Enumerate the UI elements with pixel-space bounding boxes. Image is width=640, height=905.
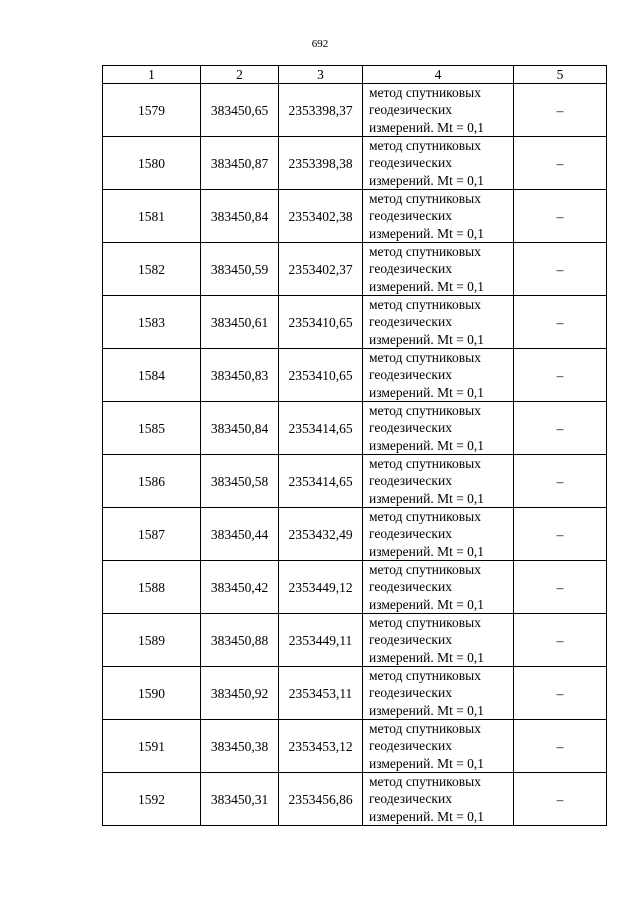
- y-coordinate-cell: 2353398,37: [279, 84, 363, 137]
- method-cell: [363, 667, 514, 720]
- method-cell: [363, 84, 514, 137]
- method-line-1: метод спутниковых: [369, 456, 481, 472]
- note-cell: –: [514, 243, 607, 296]
- x-coordinate-cell: 383450,88: [201, 614, 279, 667]
- method-line-3: измерений. Mt = 0,1: [369, 278, 485, 294]
- table-row: [103, 773, 607, 826]
- point-number-cell: 1582: [103, 243, 201, 296]
- x-coordinate-cell: 383450,58: [201, 455, 279, 508]
- table-row: [103, 349, 607, 402]
- table-row: [103, 667, 607, 720]
- method-line-2: геодезических: [369, 314, 452, 330]
- method-line-1: метод спутниковых: [369, 721, 481, 737]
- column-header-3: 3: [279, 66, 363, 84]
- method-line-1: метод спутниковых: [369, 85, 481, 101]
- point-number-cell: 1580: [103, 137, 201, 190]
- method-cell: [363, 190, 514, 243]
- method-line-2: геодезических: [369, 579, 452, 595]
- point-number-cell: 1592: [103, 773, 201, 826]
- method-line-1: метод спутниковых: [369, 350, 481, 366]
- method-line-2: геодезических: [369, 526, 452, 542]
- method-cell: [363, 402, 514, 455]
- x-coordinate-cell: 383450,31: [201, 773, 279, 826]
- method-cell: [363, 243, 514, 296]
- method-line-1: метод спутниковых: [369, 668, 481, 684]
- method-line-3: измерений. Mt = 0,1: [369, 543, 485, 559]
- method-line-3: измерений. Mt = 0,1: [369, 649, 485, 665]
- method-line-3: измерений. Mt = 0,1: [369, 490, 485, 506]
- x-coordinate-cell: 383450,84: [201, 402, 279, 455]
- y-coordinate-cell: 2353414,65: [279, 402, 363, 455]
- method-cell: [363, 455, 514, 508]
- method-cell: [363, 773, 514, 826]
- method-line-1: метод спутниковых: [369, 138, 481, 154]
- method-line-2: геодезических: [369, 102, 452, 118]
- point-number-cell: 1588: [103, 561, 201, 614]
- table-row: [103, 508, 607, 561]
- y-coordinate-cell: 2353410,65: [279, 349, 363, 402]
- table-row: [103, 561, 607, 614]
- column-header-2: 2: [201, 66, 279, 84]
- method-line-3: измерений. Mt = 0,1: [369, 596, 485, 612]
- page-number: 692: [311, 38, 329, 50]
- y-coordinate-cell: 2353414,65: [279, 455, 363, 508]
- method-line-1: метод спутниковых: [369, 191, 481, 207]
- x-coordinate-cell: 383450,92: [201, 667, 279, 720]
- note-cell: –: [514, 402, 607, 455]
- y-coordinate-cell: 2353402,37: [279, 243, 363, 296]
- table-row: [103, 190, 607, 243]
- x-coordinate-cell: 383450,44: [201, 508, 279, 561]
- method-cell: [363, 296, 514, 349]
- x-coordinate-cell: 383450,84: [201, 190, 279, 243]
- point-number-cell: 1585: [103, 402, 201, 455]
- method-line-1: метод спутниковых: [369, 403, 481, 419]
- point-number-cell: 1586: [103, 455, 201, 508]
- y-coordinate-cell: 2353456,86: [279, 773, 363, 826]
- point-number-cell: 1590: [103, 667, 201, 720]
- method-line-2: геодезических: [369, 208, 452, 224]
- table-row: [103, 137, 607, 190]
- column-header-5: 5: [514, 66, 607, 84]
- method-line-3: измерений. Mt = 0,1: [369, 755, 485, 771]
- method-line-1: метод спутниковых: [369, 774, 481, 790]
- note-cell: –: [514, 455, 607, 508]
- point-number-cell: 1583: [103, 296, 201, 349]
- method-line-2: геодезических: [369, 791, 452, 807]
- table-row: [103, 243, 607, 296]
- y-coordinate-cell: 2353449,11: [279, 614, 363, 667]
- table-row: [103, 296, 607, 349]
- column-header-1: 1: [103, 66, 201, 84]
- note-cell: –: [514, 137, 607, 190]
- method-line-3: измерений. Mt = 0,1: [369, 119, 485, 135]
- y-coordinate-cell: 2353453,12: [279, 720, 363, 773]
- x-coordinate-cell: 383450,42: [201, 561, 279, 614]
- note-cell: –: [514, 561, 607, 614]
- method-cell: [363, 720, 514, 773]
- note-cell: –: [514, 296, 607, 349]
- method-line-2: геодезических: [369, 685, 452, 701]
- table-header-row: [103, 66, 607, 84]
- table-row: [103, 84, 607, 137]
- method-line-3: измерений. Mt = 0,1: [369, 225, 485, 241]
- y-coordinate-cell: 2353449,12: [279, 561, 363, 614]
- note-cell: –: [514, 349, 607, 402]
- table-row: [103, 402, 607, 455]
- x-coordinate-cell: 383450,38: [201, 720, 279, 773]
- note-cell: –: [514, 720, 607, 773]
- x-coordinate-cell: 383450,87: [201, 137, 279, 190]
- y-coordinate-cell: 2353432,49: [279, 508, 363, 561]
- method-line-3: измерений. Mt = 0,1: [369, 384, 485, 400]
- note-cell: –: [514, 614, 607, 667]
- method-line-2: геодезических: [369, 738, 452, 754]
- x-coordinate-cell: 383450,83: [201, 349, 279, 402]
- method-line-1: метод спутниковых: [369, 615, 481, 631]
- x-coordinate-cell: 383450,61: [201, 296, 279, 349]
- y-coordinate-cell: 2353453,11: [279, 667, 363, 720]
- y-coordinate-cell: 2353410,65: [279, 296, 363, 349]
- method-line-2: геодезических: [369, 632, 452, 648]
- note-cell: –: [514, 508, 607, 561]
- column-header-4: 4: [363, 66, 514, 84]
- method-line-2: геодезических: [369, 155, 452, 171]
- point-number-cell: 1591: [103, 720, 201, 773]
- method-cell: [363, 614, 514, 667]
- method-line-1: метод спутниковых: [369, 509, 481, 525]
- point-number-cell: 1587: [103, 508, 201, 561]
- method-cell: [363, 508, 514, 561]
- y-coordinate-cell: 2353398,38: [279, 137, 363, 190]
- point-number-cell: 1589: [103, 614, 201, 667]
- method-line-2: геодезических: [369, 367, 452, 383]
- method-line-3: измерений. Mt = 0,1: [369, 437, 485, 453]
- note-cell: –: [514, 773, 607, 826]
- method-line-3: измерений. Mt = 0,1: [369, 172, 485, 188]
- x-coordinate-cell: 383450,65: [201, 84, 279, 137]
- coordinates-table: [102, 65, 607, 826]
- method-cell: [363, 349, 514, 402]
- note-cell: –: [514, 84, 607, 137]
- method-line-1: метод спутниковых: [369, 562, 481, 578]
- table-row: [103, 455, 607, 508]
- table-body: [103, 84, 607, 826]
- method-line-2: геодезических: [369, 261, 452, 277]
- method-line-3: измерений. Mt = 0,1: [369, 331, 485, 347]
- method-line-3: измерений. Mt = 0,1: [369, 702, 485, 718]
- point-number-cell: 1581: [103, 190, 201, 243]
- method-cell: [363, 561, 514, 614]
- table-row: [103, 720, 607, 773]
- method-cell: [363, 137, 514, 190]
- method-line-1: метод спутниковых: [369, 244, 481, 260]
- note-cell: –: [514, 667, 607, 720]
- x-coordinate-cell: 383450,59: [201, 243, 279, 296]
- table-row: [103, 614, 607, 667]
- method-line-1: метод спутниковых: [369, 297, 481, 313]
- method-line-2: геодезических: [369, 473, 452, 489]
- note-cell: –: [514, 190, 607, 243]
- method-line-2: геодезических: [369, 420, 452, 436]
- point-number-cell: 1584: [103, 349, 201, 402]
- point-number-cell: 1579: [103, 84, 201, 137]
- y-coordinate-cell: 2353402,38: [279, 190, 363, 243]
- method-line-3: измерений. Mt = 0,1: [369, 808, 485, 824]
